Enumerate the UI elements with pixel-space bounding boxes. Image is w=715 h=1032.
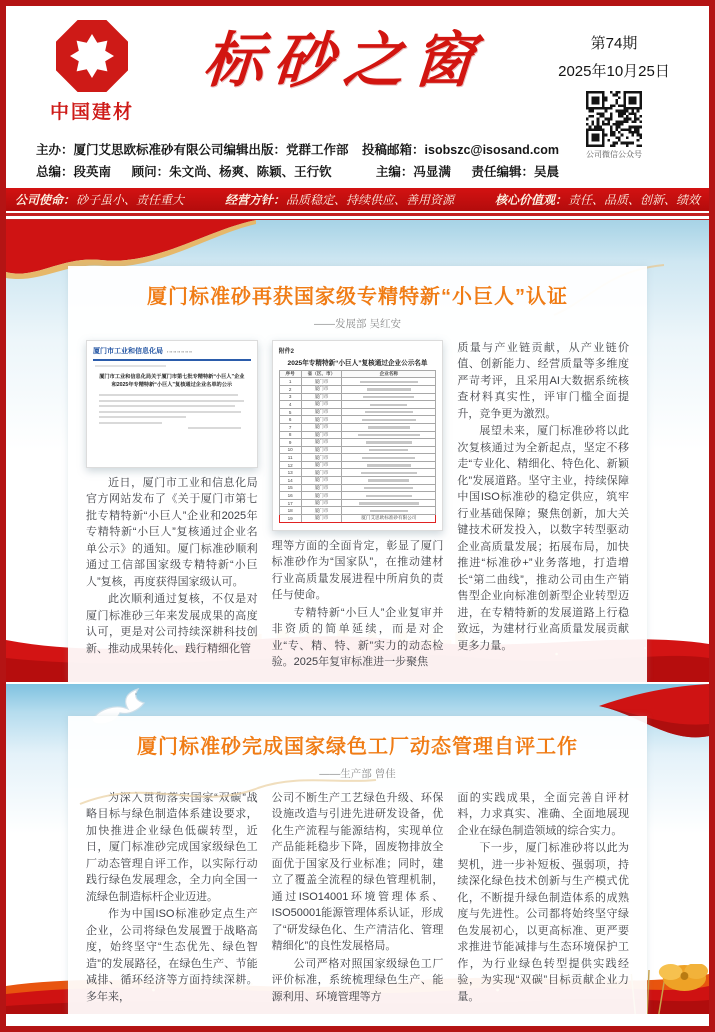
screenshot-text-line <box>99 411 241 413</box>
table-cell: 3 <box>279 393 301 401</box>
table-row <box>279 507 436 515</box>
table-cell: 9 <box>279 439 301 447</box>
table-cell: 厦门市 <box>301 477 342 485</box>
article-2-panel <box>68 716 647 1014</box>
banner-mission <box>15 191 184 208</box>
table-row <box>279 469 436 477</box>
banner-mission-text: 砂子虽小、责任重大 <box>76 192 185 207</box>
table-cell: 4 <box>279 401 301 409</box>
cnbm-star-icon <box>70 34 114 78</box>
paragraph: 展望未来，厦门标准砂将以此次复核通过为全新起点，坚定不移走“专业化、精细化、特色化、新颖化”发展道路。坚守主业，持续保障中国ISO标准砂的稳定供应，筑牢行业基础保障；聚焦创新，加大关键技术研发投入，以数字转型驱动企业高质量发展；拓展布局，加快推进“标准砂+”业务落地，打造增长“第二曲线”，推动公司由生产销售型企业向标准创新型企业转型迈进，在专精特新的发展道路上行稳致远，为建材行业高质量发展贡献更多力量。 <box>457 425 630 652</box>
paragraph: 面的实践成果，全面完善自评材料，力求真实、准确、全面地展现企业在绿色制造领域的综合实力。 <box>457 791 630 837</box>
company-values-banner <box>6 188 709 211</box>
paragraph: 作为中国ISO标准砂定点生产企业，公司将绿色发展置于战略高度，始终坚守“生态优先、绿色智造”的发展路径，在绿色生产、节能减排、循环经济等方面持续深耕。多年来， <box>86 908 258 1003</box>
blurred-company-name <box>361 472 417 474</box>
table-cell: 厦门市 <box>301 499 342 507</box>
table-cell <box>342 393 436 401</box>
article-2-byline: ——生产部 曾佳 <box>319 767 396 780</box>
info-duty-editor <box>471 162 559 184</box>
article-2-column-1 <box>86 790 258 1007</box>
announcement-table-body <box>279 378 436 522</box>
info-row-2 <box>36 162 559 184</box>
table-cell <box>342 423 436 431</box>
article-1-panel <box>68 266 647 682</box>
table-cell: 18 <box>279 507 301 515</box>
screenshot-notice-title: 厦门市工业和信息化局关于厦门市第七批专精特新“小巨人”企业和2025年专精特新“小巨人”复核通过企业名单的公示 <box>99 373 245 389</box>
info-editor-value: 冯显满 <box>413 164 451 179</box>
info-email-label: 投稿邮箱： <box>362 143 425 157</box>
banner-policy-label: 经营方针： <box>224 192 285 207</box>
table-cell: 15 <box>279 484 301 492</box>
banner-values <box>495 191 700 208</box>
table-cell: 10 <box>279 446 301 454</box>
table-cell: 厦门市 <box>301 507 342 515</box>
article-2-column-2 <box>272 790 444 1007</box>
table-row <box>279 477 436 485</box>
table-row <box>279 439 436 447</box>
blurred-company-name <box>359 502 419 504</box>
info-duty-editor-label: 责任编辑： <box>471 164 534 179</box>
attachment-title: 2025年专精特新“小巨人”复核通过企业公示名单 <box>287 359 428 367</box>
table-cell: 厦门市 <box>301 385 342 393</box>
article-1-column-2 <box>272 340 444 672</box>
screenshot-site-name: 厦门市工业和信息化局 <box>93 347 163 355</box>
table-cell <box>342 492 436 500</box>
table-row <box>279 454 436 462</box>
company-logo <box>36 20 148 124</box>
table-cell <box>342 507 436 515</box>
table-cell: 厦门市 <box>301 492 342 500</box>
banner-policy <box>225 191 454 208</box>
table-cell: 5 <box>279 408 301 416</box>
screenshot-text-line <box>188 427 242 429</box>
table-row <box>279 446 436 454</box>
issue-block <box>545 32 683 160</box>
table-cell: 12 <box>279 461 301 469</box>
screenshot-text-line <box>99 422 162 424</box>
table-cell <box>342 378 436 386</box>
table-cell: 16 <box>279 492 301 500</box>
table-cell <box>342 499 436 507</box>
table-cell: 厦门市 <box>301 408 342 416</box>
blurred-company-name <box>362 419 416 421</box>
table-cell <box>342 385 436 393</box>
table-row <box>279 492 436 500</box>
table-cell: 2 <box>279 385 301 393</box>
info-host <box>36 140 224 162</box>
table-row <box>279 431 436 439</box>
info-publisher <box>224 140 363 162</box>
screenshot-text-line <box>99 405 235 407</box>
article-2-columns <box>86 790 629 1007</box>
info-email <box>362 140 559 162</box>
table-cell: 1 <box>279 378 301 386</box>
blurred-company-name <box>366 441 413 443</box>
table-cell: 厦门市 <box>301 515 342 523</box>
banner-policy-text: 品质稳定、持续供应、善用资源 <box>286 192 455 207</box>
table-cell <box>342 408 436 416</box>
table-cell: 厦门市 <box>301 401 342 409</box>
screenshot-text-line <box>99 400 244 402</box>
blurred-company-name <box>366 495 412 497</box>
table-row <box>279 499 436 507</box>
screenshot-breadcrumb <box>95 365 166 367</box>
info-publisher-label: 编辑出版： <box>223 143 287 157</box>
blurred-company-name <box>362 457 415 459</box>
table-row-highlighted <box>279 515 436 523</box>
info-publisher-value: 党群工作部 <box>286 143 349 157</box>
info-advisors-label: 顾问： <box>131 164 170 179</box>
info-advisors-value: 朱文尚、杨爽、陈颖、王行钦 <box>169 164 332 179</box>
table-cell: 17 <box>279 499 301 507</box>
screenshot-text-line <box>99 416 186 418</box>
article-1-column-1 <box>86 340 258 672</box>
table-cell <box>342 416 436 424</box>
logo-text: 中国建材 <box>49 102 134 123</box>
info-email-value: isobszc@isosand.com <box>424 143 559 157</box>
th-company: 企业名称 <box>342 370 436 378</box>
blurred-company-name <box>364 487 413 489</box>
paragraph: 公司不断生产工艺绿色升级、环保设施改造与引进先进研发设备，优化生产流程与能源结构，实现单位产品能耗稳步下降，固废物排放全面优于国家及行业标准；同时，建立了覆盖全流程的绿色管理机制，通过ISO14001环境管理体系、ISO50001能源管理体系认证，形成了“研发绿色化、生产清洁化、管理精细化”的良性发展格局。 <box>271 791 444 953</box>
table-cell <box>342 454 436 462</box>
attachment-table-image <box>272 340 444 531</box>
blurred-company-name <box>369 449 408 451</box>
paragraph: 专精特新“小巨人”企业复审并非资质的简单延续，而是对企业“专、精、特、新”实力的动态检验。2025年复审标准进一步聚焦 <box>271 606 444 669</box>
publishing-info <box>6 140 559 188</box>
table-cell: 19 <box>279 515 301 523</box>
paragraph: 公司严格对照国家级绿色工厂评价标准，系统梳理绿色生产、能源利用、环境管理等方 <box>271 957 444 1003</box>
table-cell: 厦门市 <box>301 454 342 462</box>
table-cell <box>342 401 436 409</box>
table-cell: 厦门市 <box>301 431 342 439</box>
table-cell: 厦门市 <box>301 469 342 477</box>
screenshot-nav: ▪ ▪▪ ▪▪ ▪▪ ▪▪ ▪▪ ▪▪ <box>167 348 193 354</box>
info-chief-editor-label: 总编： <box>36 164 74 179</box>
blurred-company-name <box>370 404 407 406</box>
table-row <box>279 393 436 401</box>
issue-number: 第74期 <box>590 35 638 52</box>
table-row <box>279 484 436 492</box>
table-cell: 厦门市 <box>301 446 342 454</box>
table-cell: 厦门市 <box>301 484 342 492</box>
newsletter-title: 标砂之窗 <box>201 26 486 96</box>
banner-values-label: 核心价值观： <box>494 192 567 207</box>
wechat-qr-code-icon <box>586 91 642 147</box>
gov-website-screenshot <box>86 340 258 468</box>
table-row <box>279 408 436 416</box>
table-cell: 厦门市 <box>301 461 342 469</box>
article-2-card <box>6 684 709 1014</box>
info-host-label: 主办： <box>36 143 74 157</box>
article-2-title: 厦门标准砂完成国家绿色工厂动态管理自评工作 <box>137 735 578 758</box>
table-cell <box>342 469 436 477</box>
blurred-company-name <box>367 464 411 466</box>
article-1-column-3 <box>457 340 629 672</box>
blurred-company-name <box>365 411 413 413</box>
gold-swoosh-icon <box>78 774 378 814</box>
article-1-card <box>6 220 709 682</box>
screenshot-header <box>93 346 251 361</box>
cnbm-octagon-icon <box>56 20 128 92</box>
table-cell <box>342 446 436 454</box>
table-cell: 厦门市 <box>301 439 342 447</box>
info-host-value: 厦门艾思欧标准砂有限公司 <box>73 143 224 157</box>
article-1-columns <box>86 340 629 672</box>
table-cell <box>342 484 436 492</box>
paragraph: 此次顺利通过复核，不仅是对厦门标准砂三年来发展成果的高度认可，更是对公司持续深耕科技创新、推动成果转化、践行精细化管 <box>86 593 258 655</box>
blurred-company-name <box>363 396 414 398</box>
table-cell <box>342 461 436 469</box>
info-chief-editor-value: 段英南 <box>73 164 112 179</box>
paragraph: 质量与产业链贡献，从产业链价值、创新能力、经营质量等多维度严苛考评，且采用AI大数据系统核查材料真实性，评审门槛全面提升，竞争更为激烈。 <box>457 341 630 420</box>
table-cell: 13 <box>279 469 301 477</box>
info-advisors <box>132 162 376 184</box>
table-cell <box>342 477 436 485</box>
info-chief-editor <box>36 162 132 184</box>
table-cell <box>342 431 436 439</box>
article-1-title: 厦门标准砂再获国家级专精特新“小巨人”认证 <box>147 285 568 308</box>
table-cell: 6 <box>279 416 301 424</box>
table-cell: 11 <box>279 454 301 462</box>
double-rule-divider <box>6 213 709 220</box>
blurred-company-name <box>360 381 418 383</box>
table-cell <box>342 439 436 447</box>
table-row <box>279 416 436 424</box>
blurred-company-name <box>368 479 409 481</box>
paragraph: 近日，厦门市工业和信息化局官方网站发布了《关于厦门市第七批专精特新“小巨人”企业和2025年专精特新“小巨人”复核通过企业名单公示》的通知。厦门标准砂顺利通过工信部国家级专精特新“小巨人”复核，再度获得国家级认可。 <box>86 476 258 588</box>
table-cell: 厦门市 <box>301 423 342 431</box>
table-row <box>279 385 436 393</box>
blurred-company-name <box>358 434 419 436</box>
announcement-table <box>279 370 437 523</box>
attachment-label: 附件2 <box>278 348 295 355</box>
table-row <box>279 378 436 386</box>
article-2-column-3 <box>457 790 629 1007</box>
info-duty-editor-value: 吴晨 <box>533 164 559 179</box>
table-cell: 厦门市 <box>301 393 342 401</box>
footer-space <box>6 1014 709 1028</box>
table-cell: 厦门艾思欧标准砂有限公司 <box>342 515 436 523</box>
article-1-byline: ——发展部 吴红安 <box>314 317 401 330</box>
table-cell: 8 <box>279 431 301 439</box>
blurred-company-name <box>367 388 412 390</box>
qr-caption: 公司微信公众号 <box>586 150 642 159</box>
paragraph: 理等方面的全面肯定，彰显了厦门标准砂作为“国家队”，在推动建材行业高质量发展进程中所肩负的责任与使命。 <box>271 539 444 602</box>
screenshot-text-line <box>99 394 238 396</box>
issue-date: 2025年10月25日 <box>558 63 670 80</box>
table-row <box>279 461 436 469</box>
table-cell: 厦门市 <box>301 378 342 386</box>
th-no: 序号 <box>279 370 301 378</box>
table-cell: 7 <box>279 423 301 431</box>
blurred-company-name <box>368 426 410 428</box>
table-header-row <box>279 370 436 378</box>
table-row <box>279 423 436 431</box>
paragraph: 为深入贯彻落实国家“双碳”战略目标与绿色制造体系建设要求，加快推进企业绿色低碳转型，近日，厦门标准砂完成国家级绿色工厂动态管理自评工作，以实际行动践行绿色发展理念，全力向全国一流绿色制造标杆企业迈进。 <box>86 791 258 903</box>
table-row <box>279 401 436 409</box>
table-cell: 厦门市 <box>301 416 342 424</box>
banner-mission-label: 公司使命： <box>15 192 76 207</box>
banner-values-text: 责任、品质、创新、绩效 <box>567 192 700 207</box>
info-editor <box>376 162 472 184</box>
info-row-1 <box>36 140 559 162</box>
table-cell: 14 <box>279 477 301 485</box>
paragraph: 下一步，厦门标准砂将以此为契机，进一步补短板、强弱项，持续深化绿色技术创新与生产模式优化，不断提升绿色制造体系的成熟度与先进性。公司都将始终坚守绿色发展初心，以更高标准、更严要求推进节能减排与生态环境保护工作，为行业绿色转型提供实践经验，为实现“双碳”目标贡献企业力量。 <box>457 842 630 1003</box>
blurred-company-name <box>370 510 408 512</box>
th-region: 省（区、市） <box>301 370 342 378</box>
info-editor-label: 主编： <box>375 164 414 179</box>
